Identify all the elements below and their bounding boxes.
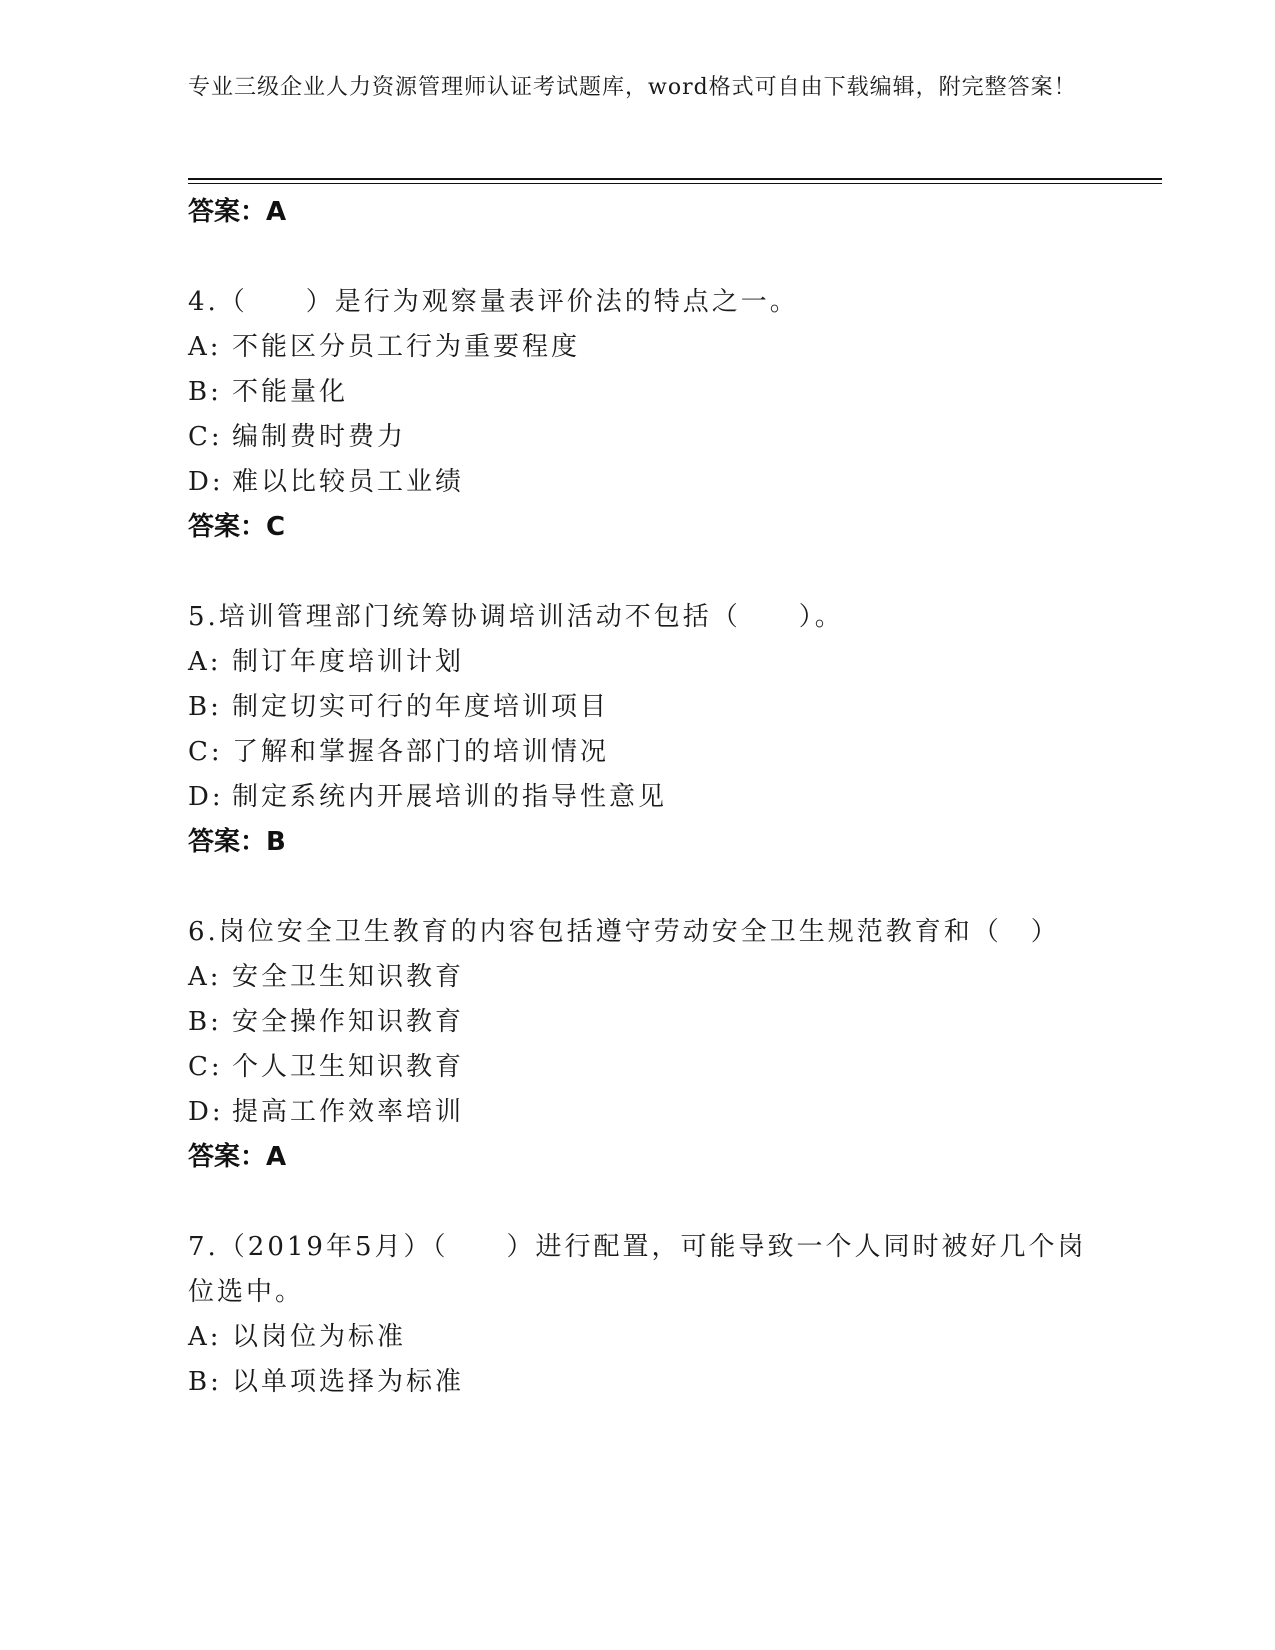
option-text: 提高工作效率培训	[232, 1097, 465, 1127]
answer-line: 答案：C	[188, 512, 286, 542]
option-letter: D:	[188, 1097, 224, 1127]
option-a	[188, 955, 1088, 1000]
option-a	[188, 640, 1088, 685]
option-b	[188, 1000, 1088, 1045]
question-item	[188, 280, 1088, 549]
option-a	[188, 1315, 1088, 1360]
header-divider-thin	[188, 183, 1162, 184]
option-letter: B:	[188, 692, 222, 722]
question-stem: 4.（ ）是行为观察量表评价法的特点之一。	[188, 287, 799, 317]
option-letter: A:	[188, 647, 222, 677]
answer-line: 答案：A	[188, 197, 287, 227]
option-text: 不能量化	[232, 377, 349, 407]
option-text: 不能区分员工行为重要程度	[232, 332, 581, 362]
option-text: 编制费时费力	[232, 422, 407, 452]
option-b	[188, 370, 1088, 415]
option-text: 个人卫生知识教育	[232, 1052, 465, 1082]
answer-line: 答案：B	[188, 827, 286, 857]
question-item	[188, 910, 1088, 1179]
option-letter: B:	[188, 377, 222, 407]
option-letter: C:	[188, 422, 223, 452]
option-letter: D:	[188, 467, 224, 497]
option-text: 安全卫生知识教育	[232, 962, 465, 992]
option-c	[188, 1045, 1088, 1090]
option-text: 以单项选择为标准	[232, 1367, 465, 1397]
option-b	[188, 1360, 1088, 1405]
option-letter: C:	[188, 737, 223, 767]
question-list	[188, 190, 1088, 1405]
option-text: 以岗位为标准	[232, 1322, 407, 1352]
option-text: 制定切实可行的年度培训项目	[232, 692, 610, 722]
option-text: 制定系统内开展培训的指导性意见	[232, 782, 668, 812]
option-d	[188, 775, 1088, 820]
option-letter: D:	[188, 782, 224, 812]
question-stem: 5.培训管理部门统筹协调培训活动不包括（ ）。	[188, 602, 844, 632]
option-a	[188, 325, 1088, 370]
option-text: 了解和掌握各部门的培训情况	[232, 737, 610, 767]
option-letter: C:	[188, 1052, 223, 1082]
answer-line: 答案：A	[188, 1142, 287, 1172]
question-item	[188, 595, 1088, 864]
option-text: 难以比较员工业绩	[232, 467, 465, 497]
option-letter: A:	[188, 1322, 222, 1352]
option-text: 制订年度培训计划	[232, 647, 465, 677]
option-c	[188, 730, 1088, 775]
option-text: 安全操作知识教育	[232, 1007, 465, 1037]
option-letter: A:	[188, 962, 222, 992]
header-divider	[188, 178, 1162, 180]
question-stem: 6.岗位安全卫生教育的内容包括遵守劳动安全卫生规范教育和（ ）	[188, 917, 1060, 947]
question-stem: 7.（2019年5月）（ ）进行配置，可能导致一个人同时被好几个岗位选中。	[188, 1232, 1087, 1307]
option-letter: B:	[188, 1007, 222, 1037]
option-letter: B:	[188, 1367, 222, 1397]
option-b	[188, 685, 1088, 730]
option-d	[188, 1090, 1088, 1135]
document-header: 专业三级企业人力资源管理师认证考试题库，word格式可自由下载编辑，附完整答案！	[188, 75, 1077, 100]
option-letter: A:	[188, 332, 222, 362]
question-item	[188, 1225, 1088, 1405]
option-c	[188, 415, 1088, 460]
option-d	[188, 460, 1088, 505]
